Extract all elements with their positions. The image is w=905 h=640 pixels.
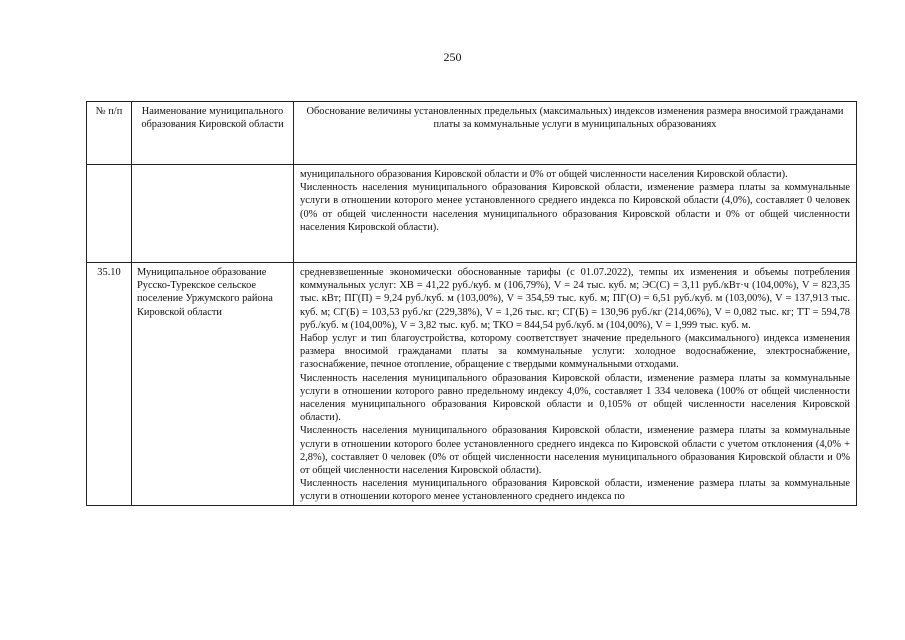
page-number: 250 <box>443 50 462 64</box>
paragraph: средневзвешенные экономически обоснованные тарифы (с 01.07.2022), темпы их изменения и объемы потребления коммунальных услуг: ХВ = 41,22 руб./куб. м (106,79%), V = 24 тыс. куб. м; ЭС(С) = 3,11 руб./кВт·ч (104,00%), V = 823,35 тыс. кВт; ПГ(П) = 9,24 руб./куб. м (103,00%), V = 354,59 тыс. куб. м; ПГ(О) = 6,51 руб./куб. м (103,00%), V = 137,913 тыс. куб. м; СГ(Б) = 103,53 руб./кг (229,38%), V = 1,26 тыс. кг; СГ(Б) = 130,96 руб./кг (214,06%), V = 0,082 тыс. кг; ТТ = 594,78 руб./куб. м (104,00%), V = 3,82 тыс. куб. м; ТКО = 844,54 руб./куб. м (104,00%), V = 1,999 тыс. куб. м. <box>300 267 850 331</box>
continuation-justification-cell <box>294 165 857 263</box>
paragraph: Численность населения муниципального образования Кировской области, изменение размера платы за коммунальные услуги в отношении которого более установленного среднего индекса по Кировской области с учетом отклонения (4,0% + 2,8%), составляет 0 человек (0% от общей численности населения муниципального образования Кировской области и 0% от общей численности населения Кировской области). <box>300 425 850 477</box>
row-municipality: Муниципальное образование Русско-Турекское сельское поселение Уржумского района Кировской области <box>132 263 294 506</box>
header-justification: Обоснование величины установленных предельных (максимальных) индексов изменения размера вносимой гражданами платы за коммунальные услуги в муниципальных образованиях <box>294 102 857 165</box>
paragraph: Численность населения муниципального образования Кировской области, изменение размера платы за коммунальные услуги в отношении которого менее установленного среднего индекса по Кировской области (4,0%), составляет 0 человек (0% от общей численности населения муниципального образования Кировской области и 0% от общей численности населения Кировской области). <box>300 182 850 233</box>
header-number: № п/п <box>87 102 132 165</box>
paragraph: Численность населения муниципального образования Кировской области, изменение размера платы за коммунальные услуги в отношении которого равно предельному индексу 4,0%, составляет 1 334 человека (100% от общей численности населения муниципального образования Кировской области и 0,105% от общей численности населения Кировской области). <box>300 372 850 424</box>
header-municipality: Наименование муниципального образования Кировской области <box>132 102 294 165</box>
paragraph: муниципального образования Кировской области и 0% от общей численности населения Кировской области). <box>300 169 788 180</box>
row-justification <box>294 263 857 506</box>
table-row <box>87 263 857 506</box>
table-row-continuation <box>87 165 857 263</box>
paragraph: Численность населения муниципального образования Кировской области, изменение размера платы за коммунальные услуги в отношении которого менее установленного среднего индекса по <box>300 478 850 503</box>
table-header-row <box>87 102 857 165</box>
paragraph: Набор услуг и тип благоустройства, которому соответствует значение предельного (максимального) индекса изменения размера вносимой гражданами платы за коммунальные услуги: холодное водоснабжение, электроснабжение, газоснабжение, печное отопление, обращение с твердыми коммунальными отходами. <box>300 333 850 371</box>
continuation-municipality-cell <box>132 165 294 263</box>
row-number: 35.10 <box>87 263 132 506</box>
continuation-number-cell <box>87 165 132 263</box>
document-table <box>86 101 857 506</box>
